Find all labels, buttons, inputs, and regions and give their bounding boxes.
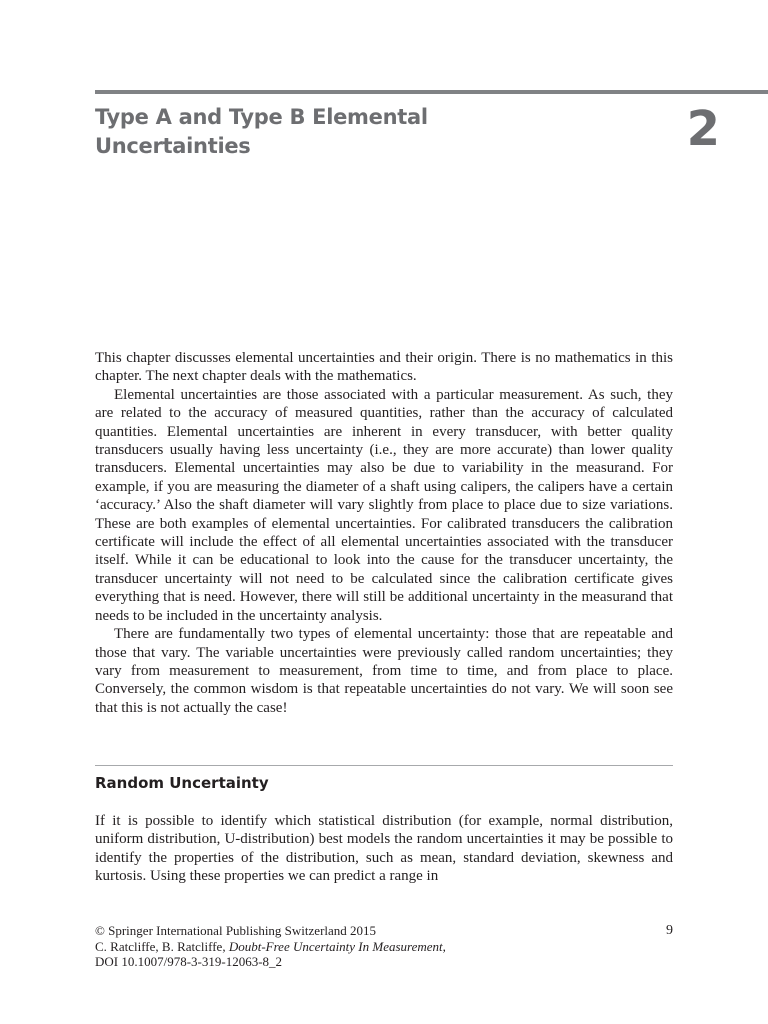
chapter-top-rule (95, 90, 768, 94)
body-paragraph: Elemental uncertainties are those associated with a particular measurement. As such, they are related to the accuracy of measured quantities, rather than the accuracy of calculated quantities. Elemental uncertainties are inherent in every transducer, with better quality transducers usually having less uncertainty (i.e., they are more accurate) than lower quality transducers. Elemental uncertainties may also be due to variability in the measurand. For example, if you are measuring the diameter of a shaft using calipers, the calipers have a certain ‘accuracy.’ Also the shaft diameter will vary slightly from place to place due to size variations. These are both examples of elemental uncertainties. For calibrated transducers the calibration certificate will include the effect of all elemental uncertainties associated with the transducer itself. While it can be educational to look into the cause for the transducer uncertainty, the transducer uncertainty will not need to be calculated since the calibration certificate gives everything that is need. However, there will still be additional uncertainty in the measurand that needs to be included in the uncertainty analysis. (95, 386, 673, 624)
body-paragraph: This chapter discusses elemental uncertainties and their origin. There is no mathematics in this chapter. The next chapter deals with the mathematics. (95, 350, 673, 385)
citation-authors: C. Ratcliffe, B. Ratcliffe, (95, 938, 229, 954)
citation-line (95, 939, 673, 955)
body-paragraph: There are fundamentally two types of elemental uncertainty: those that are repeatable and those that vary. The variable uncertainties were previously called random uncertainties; they vary from measurement to measurement, from time to time, and from place to place. Conversely, the common wisdom is that repeatable uncertainties do not vary. We will soon see that this is not actually the case! (95, 626, 673, 716)
copyright-line: © Springer International Publishing Switzerland 2015 (95, 923, 377, 938)
section-heading: Random Uncertainty (95, 774, 269, 792)
page-number: 9 (666, 923, 673, 938)
section-body (95, 812, 673, 886)
chapter-title: Type A and Type B Elemental Uncertainties (95, 105, 428, 158)
citation-book-title: Doubt-Free Uncertainty In Measurement, (228, 938, 446, 954)
section-paragraph: If it is possible to identify which statistical distribution (for example, normal distribution, uniform distribution, U-distribution) best models the random uncertainties it may be possible to identify the properties of the distribution, such as mean, standard deviation, skewness and kurtosis. Using these properties we can predict a range in (95, 813, 673, 885)
chapter-number: 2 (686, 101, 720, 157)
page-footer (95, 923, 673, 970)
doi-line: DOI 10.1007/978-3-319-12063-8_2 (95, 954, 283, 969)
section-divider (95, 765, 673, 766)
chapter-body (95, 349, 673, 717)
